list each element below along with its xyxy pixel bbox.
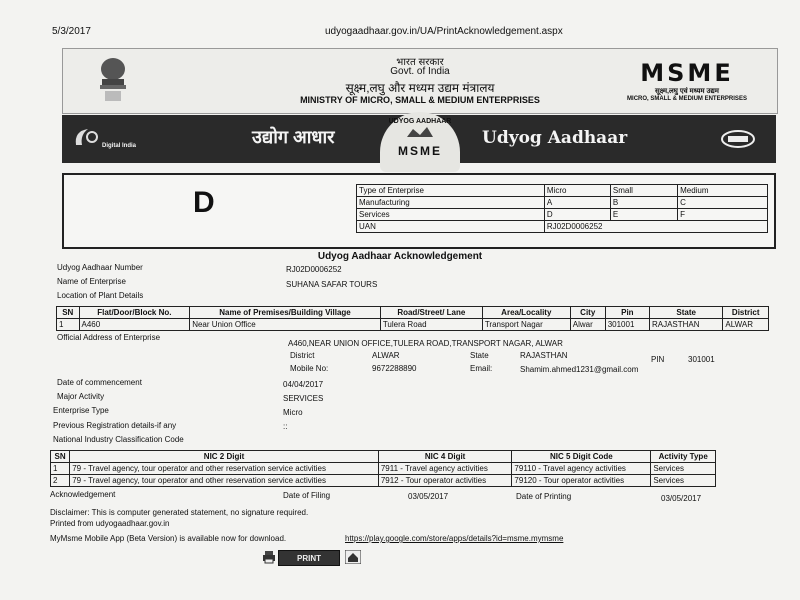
msme-logo: MSME सूक्ष्म,लघु एवं मध्यम उद्यम MICRO, SMALL & MEDIUM ENTERPRISES	[627, 59, 747, 102]
udyog-aadhaar-english: Udyog Aadhaar	[482, 128, 628, 148]
plant-table: SN Flat/Door/Block No. Name of Premises/Building Village Road/Street/ Lane Area/Locality City Pin State District 1 A460 Near Union Office Tulera Road Transport Nagar Alwar 301001 RAJASTHAN ALWAR	[56, 306, 769, 331]
mobile-app-link[interactable]: https://play.google.com/store/apps/details?id=msme.mymsme	[345, 534, 564, 543]
plant-location-label: Location of Plant Details	[57, 291, 144, 300]
district-value: ALWAR	[372, 351, 400, 360]
state-label: State	[470, 351, 489, 360]
ministry-english: MINISTRY OF MICRO, SMALL & MEDIUM ENTERPRISES	[300, 95, 540, 105]
category-letter: D	[193, 186, 215, 219]
pin-label: PIN	[651, 355, 665, 364]
email-value: Shamim.ahmed1231@gmail.com	[520, 365, 639, 374]
home-icon[interactable]	[345, 550, 361, 564]
digital-india-icon	[72, 125, 102, 149]
udyog-aadhaar-hindi: उद्योग आधार	[252, 127, 335, 147]
district-label: District	[290, 351, 315, 360]
commencement-label: Date of commencement	[57, 378, 142, 387]
uan-value: RJ02D0006252	[286, 265, 342, 274]
printing-date-value: 03/05/2017	[661, 494, 702, 503]
nic-table: SN NIC 2 Digit NIC 4 Digit NIC 5 Digit Code Activity Type 1 79 - Travel agency, tour operator and other reservation service activities 7911 - Travel agency activities 79110 - Travel agency activities Services 2 79 - Travel agency, tour operator and other reservation service activities 7912 - Tour operator activities 79120 - Tour operator activities Services	[50, 450, 716, 487]
ministry-hindi: सूक्ष्म,लघु और मध्यम उद्यम मंत्रालय	[345, 81, 495, 95]
major-activity-label: Major Activity	[57, 392, 105, 401]
acknowledgement-label: Acknowledgement	[50, 490, 116, 499]
printer-icon[interactable]	[262, 550, 276, 564]
disclaimer-text: Disclaimer: This is computer generated statement, no signature required.	[50, 508, 309, 517]
print-button[interactable]: PRINT	[278, 550, 340, 566]
page-url: udyogaadhaar.gov.in/UA/PrintAcknowledgement.aspx	[325, 26, 563, 37]
table-row: 1 A460 Near Union Office Tulera Road Transport Nagar Alwar 301001 RAJASTHAN ALWAR	[57, 319, 769, 331]
seal-emblem-icon	[405, 125, 435, 139]
page-title: Udyog Aadhaar Acknowledgement	[317, 251, 483, 262]
commencement-value: 04/04/2017	[283, 380, 324, 389]
official-address-line: A460,NEAR UNION OFFICE,TULERA ROAD,TRANSPORT NAGAR, ALWAR	[288, 339, 563, 348]
print-date: 5/3/2017	[52, 26, 91, 37]
table-row: 2 79 - Travel agency, tour operator and other reservation service activities 7912 - Tour operator activities 79120 - Tour operator activities Services	[51, 475, 716, 487]
mobile-label: Mobile No:	[290, 364, 329, 373]
major-activity-value: SERVICES	[283, 394, 324, 403]
filing-date-value: 03/05/2017	[408, 492, 449, 501]
enterprise-type-table: Type of Enterprise Micro Small Medium Manufacturing A B C Services D E F UAN RJ02D0006252	[356, 184, 768, 233]
uan-label: Udyog Aadhaar Number	[57, 263, 143, 272]
table-row: 1 79 - Travel agency, tour operator and other reservation service activities 7911 - Travel agency activities 79110 - Travel agency activities Services	[51, 463, 716, 475]
digital-india-label: Digital India	[102, 143, 137, 149]
enterprise-type-value: Micro	[283, 408, 303, 417]
govt-banner	[62, 48, 778, 114]
printing-date-label: Date of Printing	[516, 492, 572, 501]
enterprise-name-value: SUHANA SAFAR TOURS	[286, 280, 378, 289]
enterprise-type-label: Enterprise Type	[53, 406, 109, 415]
udyog-aadhaar-bar	[62, 115, 776, 163]
msme-small-logo-icon	[720, 129, 756, 149]
govt-hindi: भारत सरकार	[396, 57, 444, 68]
nic-code-label: National Industry Classification Code	[53, 435, 184, 444]
official-address-label: Official Address of Enterprise	[57, 333, 161, 342]
email-label: Email:	[470, 364, 493, 373]
filing-date-label: Date of Filing	[283, 491, 331, 500]
enterprise-name-label: Name of Enterprise	[57, 277, 126, 286]
udyog-aadhaar-seal: UDYOG AADHAAR MSME	[380, 112, 460, 172]
state-value: RAJASTHAN	[520, 351, 568, 360]
previous-registration-value: ::	[283, 422, 288, 431]
mobile-app-text: MyMsme Mobile App (Beta Version) is available now for download.	[50, 534, 287, 543]
mobile-value: 9672288890	[372, 364, 417, 373]
previous-registration-label: Previous Registration details-if any	[53, 421, 177, 430]
pin-value: 301001	[688, 355, 715, 364]
printed-from-text: Printed from udyogaadhaar.gov.in	[50, 519, 170, 528]
govt-english: Govt. of India	[390, 66, 450, 77]
